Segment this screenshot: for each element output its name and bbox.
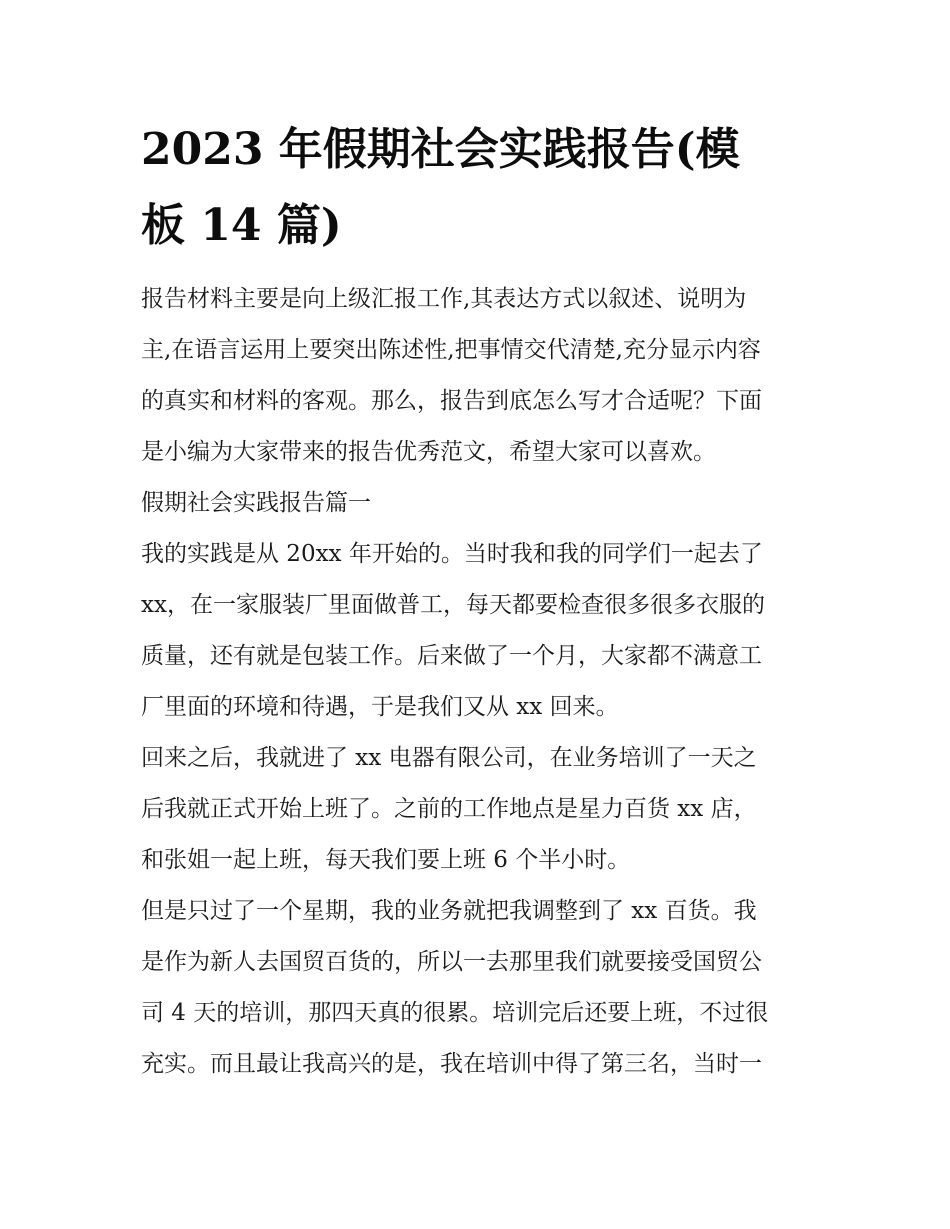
body-line-1: 报告材料主要是向上级汇报工作,其表达方式以叙述、说明为 [141,286,747,312]
body-line-6: 我的实践是从 20xx 年开始的。当时我和我的同学们一起去了 [141,541,763,567]
body-line-2: 主,在语言运用上要突出陈述性,把事情交代清楚,充分显示内容 [141,337,761,363]
document-body [141,274,813,1090]
title-line-1: 2023 年假期社会实践报告(模 [141,124,740,175]
body-line-3: 的真实和材料的客观。那么，报告到底怎么写才合适呢？下面 [141,388,762,414]
body-line-8: 质量，还有就是包装工作。后来做了一个月，大家都不满意工 [141,643,762,669]
body-line-4: 是小编为大家带来的报告优秀范文，希望大家可以喜欢。 [141,439,716,465]
body-line-10: 回来之后，我就进了 xx 电器有限公司，在业务培训了一天之 [141,745,757,771]
body-line-11: 后我就正式开始上班了。之前的工作地点是星力百货 xx 店， [141,796,757,822]
body-line-7: xx，在一家服装厂里面做普工，每天都要检查很多很多衣服的 [141,592,765,618]
document-content [141,112,813,1090]
body-line-9: 厂里面的环境和待遇，于是我们又从 xx 回来。 [141,694,619,720]
body-line-16: 充实。而且最让我高兴的是，我在培训中得了第三名，当时一 [141,1051,762,1077]
section-heading: 假期社会实践报告篇一 [141,490,371,516]
body-line-13: 但是只过了一个星期，我的业务就把我调整到了 xx 百货。我 [141,898,757,924]
document-title [141,112,813,264]
body-line-14: 是作为新人去国贸百货的，所以一去那里我们就要接受国贸公 [141,949,762,975]
title-line-2: 板 14 篇) [141,200,342,251]
body-line-15: 司 4 天的培训，那四天真的很累。培训完后还要上班，不过很 [141,1000,769,1026]
body-line-12: 和张姐一起上班，每天我们要上班 6 个半小时。 [141,847,631,873]
